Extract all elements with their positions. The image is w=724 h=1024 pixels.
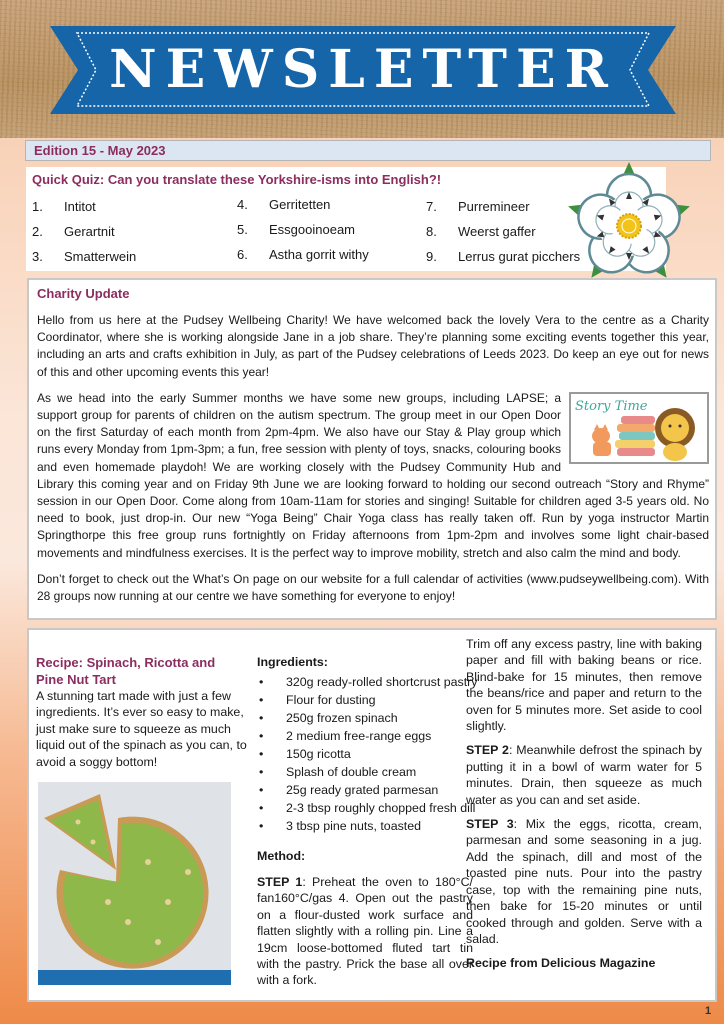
ingredient-text: 25g ready grated parmesan — [286, 783, 439, 797]
quiz-number: 3. — [32, 249, 43, 264]
quiz-item — [426, 199, 580, 224]
method-step — [466, 742, 702, 808]
yorkshire-rose-icon — [563, 160, 695, 292]
recipe-box — [27, 628, 717, 1002]
quiz-number: 8. — [426, 224, 437, 239]
ingredient-item: • 25g ready grated parmesan — [259, 783, 439, 797]
ingredient-text: Flour for dusting — [286, 693, 376, 707]
quiz-phrase: Intitot — [64, 199, 96, 214]
method-column-right — [466, 636, 702, 980]
step-text: Trim off any excess pastry, line with baking paper and fill with baking beans or rice. Blind-bake for 15 minutes, then remove the beans/rice and paper and return to the oven for 5 minutes more. Set aside to cool slightly. — [466, 637, 702, 734]
story-time-image — [569, 392, 709, 464]
quiz-phrase: Essgooinoeam — [269, 222, 355, 237]
ingredient-text: Splash of double cream — [286, 765, 417, 779]
quiz-number: 6. — [237, 247, 248, 262]
quiz-column-2 — [237, 197, 369, 272]
quiz-number: 7. — [426, 199, 437, 214]
quiz-title: Quick Quiz: Can you translate these Yorkshire-isms into English?! — [32, 172, 442, 187]
ingredient-item: • Splash of double cream — [259, 765, 417, 779]
quiz-item — [32, 199, 136, 224]
quiz-phrase: Gerritetten — [269, 197, 331, 212]
method-title: Method: — [257, 849, 306, 863]
ingredient-item: • 3 tbsp pine nuts, toasted — [259, 819, 422, 833]
recipe-intro: A stunning tart made with just a few ingredients. It’s ever so easy to make, just make sure to squeeze as much liquid out of the spinach as you can, to avoid a soggy bottom! — [36, 689, 247, 769]
ingredient-text: 150g ricotta — [286, 747, 351, 761]
charity-paragraph: Hello from us here at the Pudsey Wellbeing Charity! We have welcomed back the lovely Vera to the centre as a Charity Coordinator, where she is working alongside Jane in a job share. They’re planning some exciting events together this year, including an arts and crafts exhibition in July, as part of the Pudsey celebrations of Leeds 2023. Do keep an eye out for news of this and other upcoming events this year! — [37, 313, 709, 379]
method-step-continued — [466, 636, 702, 734]
step-label: STEP 3 — [466, 817, 514, 832]
ingredients-title: Ingredients: — [257, 655, 328, 669]
step-text: : Mix the eggs, ricotta, cream, parmesan and some seasoning in a jug. Add the spinach, dill and most of the toasted pine nuts. Pour into the pastry case, top with the remaining pine nuts, then bake for 15-20 minutes or until cooked through and golden. Serve with a salad. — [466, 817, 702, 946]
charity-paragraph: Don’t forget to check out the What’s On page on our website for a full calendar of activities (www.pudseywellbeing.com). With 28 groups now running at our centre we have something for everyone to enjoy! — [37, 571, 709, 604]
header-kraft-background — [0, 0, 724, 138]
page-number: 1 — [705, 1005, 712, 1017]
ingredient-text: 2-3 tbsp roughly chopped fresh dill — [286, 801, 476, 815]
charity-paragraph-text: As we head into the early Summer months we have some new groups, including LAPSE; a support group for parents of children on the autism spectrum. The group meet in our Open Door on the first Saturday of each month from 2pm-4pm. We also have our Stay & Play group which runs every Monday from 1pm-3pm; a fun, free session with plenty of toys, snacks, colouring books and even homemade playdoh! We are working closely with the Pudsey Community Hub and Library this coming year and on Friday 9th June we are looking forward to holding our second outreach “Story and Rhyme” session in our Open Door. Come along from 10am-11am for stories and singing! Suitable for children aged 3-5 years old. No need to book, just drop-in. Our new “Yoga Being” Chair Yoga class has really taken off. Run by yoga instructor Martin Springthorpe this free group runs fortnightly on Friday afternoons from 1pm-2pm and involves some light chair-based movements and mindfulness exercises. It is the perfect way to improve mobility, stretch and also calm the mind and body. — [37, 390, 709, 560]
quiz-phrase: Lerrus gurat picchers — [458, 249, 581, 264]
quiz-phrase: Smatterwein — [64, 249, 137, 264]
ingredient-item: • 320g ready-rolled shortcrust pastry — [259, 675, 478, 689]
quiz-item — [237, 247, 369, 272]
method-column-left — [257, 874, 473, 997]
quiz-item — [32, 224, 136, 249]
edition-bar: Edition 15 - May 2023 — [25, 140, 711, 161]
recipe-source: Recipe from Delicious Magazine — [466, 956, 656, 971]
ingredient-text: 250g frozen spinach — [286, 711, 398, 725]
quiz-item — [32, 249, 136, 274]
ingredient-item: • Flour for dusting — [259, 693, 376, 707]
quiz-number: 1. — [32, 199, 43, 214]
recipe-title: Recipe: Spinach, Ricotta and Pine Nut Tart — [36, 655, 216, 687]
newsletter-title: NEWSLETTER — [109, 39, 617, 100]
lion-cat-books-icon — [571, 394, 707, 462]
quiz-column-1 — [32, 199, 136, 274]
step-label: STEP 2 — [466, 743, 509, 758]
charity-update-box — [27, 278, 717, 620]
quiz-item — [426, 249, 580, 274]
quiz-phrase: Gerartnit — [64, 224, 115, 239]
newsletter-banner — [50, 26, 676, 114]
ingredient-item: • 2 medium free-range eggs — [259, 729, 432, 743]
ingredient-text: 320g ready-rolled shortcrust pastry — [286, 675, 478, 689]
ingredient-item: • 2-3 tbsp roughly chopped fresh dill — [259, 801, 476, 815]
quiz-phrase: Weerst gaffer — [458, 224, 536, 239]
quiz-number: 2. — [32, 224, 43, 239]
ingredient-text: 2 medium free-range eggs — [286, 729, 432, 743]
ingredients-list — [257, 673, 477, 835]
story-time-label: Story Time — [575, 398, 648, 414]
quiz-item — [237, 222, 369, 247]
step-label: STEP 1 — [257, 875, 303, 889]
quiz-number: 4. — [237, 197, 248, 212]
quiz-number: 9. — [426, 249, 437, 264]
quiz-item — [237, 197, 369, 222]
ingredient-text: 3 tbsp pine nuts, toasted — [286, 819, 422, 833]
charity-paragraph-with-image — [37, 390, 709, 562]
charity-update-title: Charity Update — [37, 286, 130, 301]
quiz-phrase: Purremineer — [458, 199, 530, 214]
quiz-number: 5. — [237, 222, 248, 237]
quiz-phrase: Astha gorrit withy — [269, 247, 369, 262]
step-text: : Preheat the oven to 180°C/ fan160°C/gas 4. Open out the pastry on a flour-dusted work surface and flatten slightly with a rolling pin. Line a 19cm loose-bottomed fluted tart tin with the pastry. Prick the base all over with a fork. — [257, 875, 473, 988]
step-text: : Meanwhile defrost the spinach by putting it in a bowl of warm water for 5 minutes. Drain, then squeeze as much water as you can and set aside. — [466, 743, 702, 807]
ingredient-item: • 150g ricotta — [259, 747, 351, 761]
tart-photo — [38, 782, 231, 985]
quiz-column-3 — [426, 199, 580, 274]
ingredient-item: • 250g frozen spinach — [259, 711, 398, 725]
method-step — [466, 816, 702, 947]
quiz-item — [426, 224, 580, 249]
method-step — [257, 874, 473, 989]
